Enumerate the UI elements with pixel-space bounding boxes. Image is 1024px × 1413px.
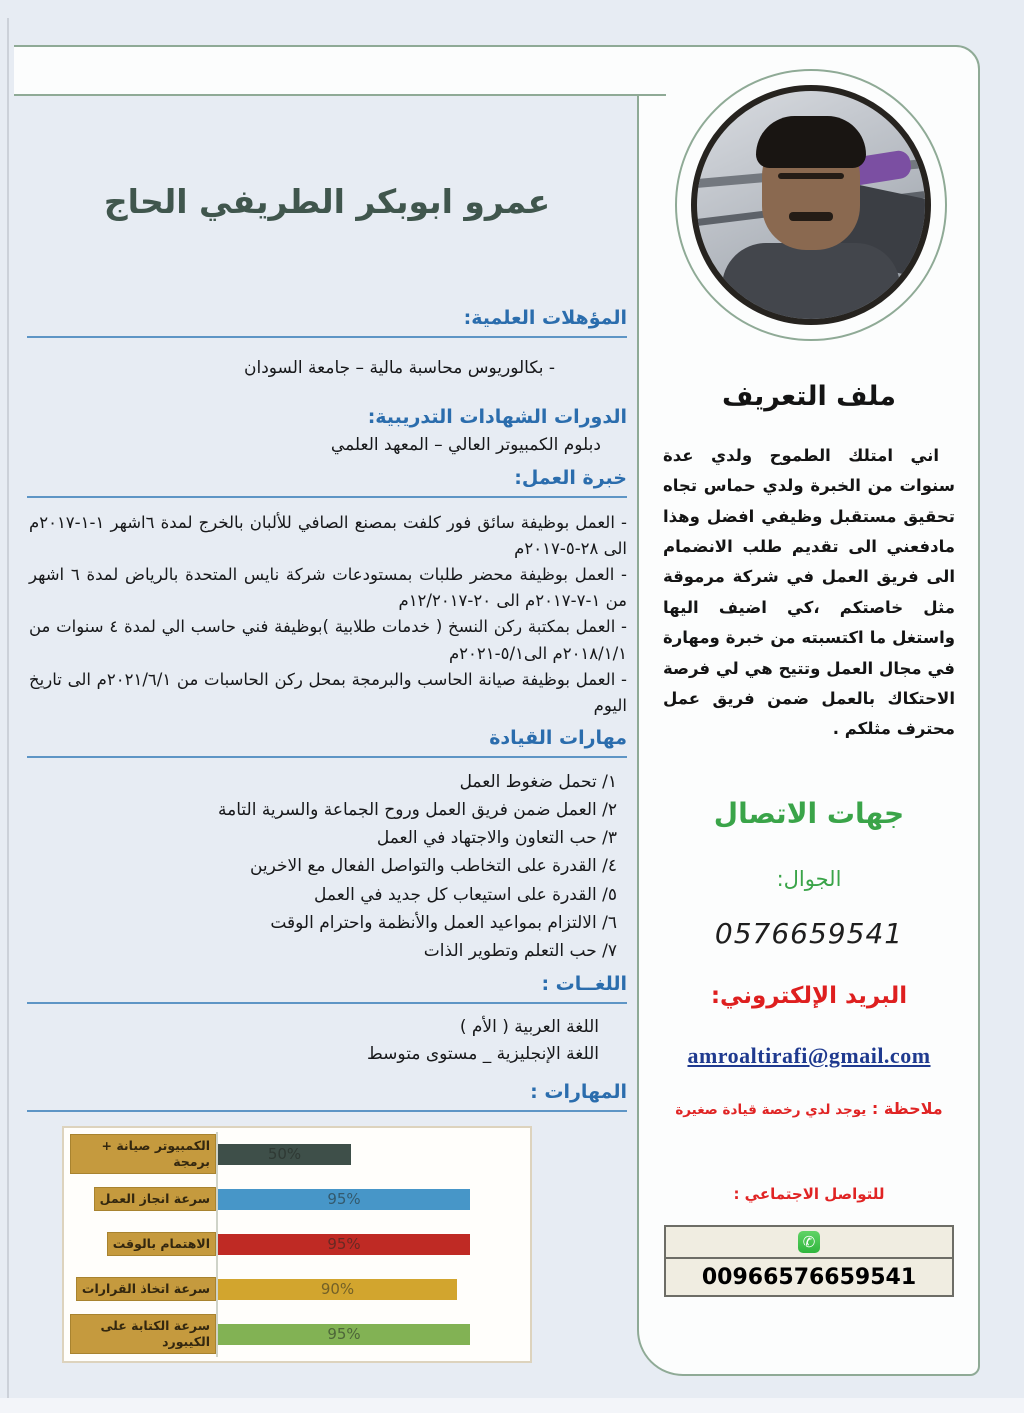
chart-bar [218,1279,457,1300]
chart-value-label: 95% [327,1190,361,1209]
section-title-qualifications: المؤهلات العلمية: [27,307,627,338]
leadership-item: ٦/ الالتزام بمواعيد العمل والأنظمة واحترام الوقت [270,912,617,933]
chart-category-label: سرعة اتخاذ القرارات [76,1277,216,1301]
section-title-courses: الدورات الشهادات التدريبية: [367,406,627,428]
language-item: اللغة العربية ( الأم ) [459,1017,599,1038]
chart-bar [218,1234,470,1255]
section-title-skills: المهارات : [27,1081,627,1112]
chart-row [66,1312,528,1357]
whatsapp-number: 00966576659541 [666,1257,952,1295]
languages-list [27,1014,627,1068]
leadership-list [27,768,627,966]
whatsapp-icon: ✆ [798,1231,820,1253]
experience-item: - العمل بوظيفة صيانة الحاسب والبرمجة بمحل ركن الحاسبات من ٢٠٢١/٦/١م الى تاريخ اليوم [29,669,627,715]
leadership-item: ١/ تحمل ضغوط العمل [459,771,617,792]
experience-list [27,510,627,719]
main-column [15,150,633,1363]
leadership-item: ٢/ العمل ضمن فريق العمل وروح الجماعة والسرية التامة [217,799,617,820]
chart-row [66,1222,528,1267]
note-label: ملاحظة : [871,1099,943,1118]
page-edge [7,18,9,1413]
chart-bar [218,1189,470,1210]
social-label: للتواصل الاجتماعي : [733,1185,885,1203]
sidebar [639,45,979,1376]
chart-value-label: 90% [320,1280,355,1299]
chart-category-label: الكمبيوتر صيانة + برمجة [70,1134,216,1173]
qualification-item: - بكالوريوس محاسبة مالية – جامعة السودان [244,358,555,378]
skills-chart [62,1126,532,1363]
chart-row [66,1267,528,1312]
chart-category-label: سرعة انجاز العمل [94,1187,216,1211]
language-item: اللغة الإنجليزية _ مستوى متوسط [367,1044,599,1065]
header-ribbon [14,45,666,96]
course-item: دبلوم الكمبيوتر العالي – المعهد العلمي [330,435,601,455]
email-label: البريد الإلكتروني: [710,983,908,1009]
whatsapp-icon-cell [666,1227,952,1257]
contacts-section-title: جهات الاتصال [713,797,905,830]
chart-category-label: سرعة الكتابة على الكيبورد [70,1314,216,1353]
note-text: يوجد لدي رخصة قيادة صغيرة [675,1102,867,1118]
chart-value-label: 50% [267,1145,302,1164]
leadership-item: ٤/ القدرة على التخاطب والتواصل الفعال مع الاخرين [249,856,617,877]
leadership-item: ٧/ حب التعلم وتطوير الذات [423,941,617,961]
section-title-experience: خبرة العمل: [27,467,627,498]
experience-item: - العمل بمكتبة ركن النسخ ( خدمات طلابية )بوظيفة فني حاسب الي لمدة ٤ سنوات من ٢٠١٨/١/١م الى٥/١-٢٠٢١م [29,617,627,663]
section-title-languages: اللغــات : [27,973,627,1004]
chart-row [66,1132,528,1177]
chart-row [66,1177,528,1222]
mobile-number: 0576659541 [714,917,904,950]
profile-section-title: ملف التعريف [721,381,897,412]
chart-bar [218,1324,470,1345]
whatsapp-table [664,1225,954,1297]
chart-value-label: 95% [327,1325,361,1344]
chart-bar [218,1144,351,1165]
experience-item: - العمل بوظيفة سائق فور كلفت بمصنع الصافي للألبان بالخرج لمدة ٦اشهر ١-١-٢٠١٧م الى ٢٨-٥-٢٠١٧م [29,513,627,559]
leadership-item: ٣/ حب التعاون والاجتهاد في العمل [376,828,617,849]
candidate-name: عمرو ابوبكر الطريفي الحاج [103,182,551,221]
note-line [639,1099,979,1118]
email-link[interactable]: amroaltirafi@gmail.com [687,1043,931,1068]
section-title-leadership: مهارات القيادة [27,727,627,758]
profile-paragraph: اني امتلك الطموح ولدي عدة سنوات من الخبرة ولدي حماس تجاه تحقيق مستقبل وظيفي افضل وهذا مادفعني الى تقديم طلب الانضمام الى فريق العمل في شركة مرموقة مثل خاصتكم ،كي اضيف اليها واستغل ما اكتسبته من خبرة ومهارة في مجال العمل وتتيح هي لي فرصة الاحتكاك بالعمل ضمن فريق عمل محترف مثلكم . [663,446,955,739]
chart-category-label: الاهتمام بالوقت [107,1232,216,1256]
experience-item: - العمل بوظيفة محضر طلبات بمستودعات شركة نايس المتحدة بالرياض لمدة ٦ اشهر من ١-٧-٢٠١٧م الى ٢٠-١٢/٢٠١٧م [29,565,627,611]
chart-value-label: 95% [327,1235,361,1254]
page-bottom-margin [0,1398,1024,1413]
email-link-wrap [639,1043,979,1069]
mobile-label: الجوال: [776,867,842,891]
leadership-item: ٥/ القدرة على استيعاب كل جديد في العمل [314,884,617,905]
